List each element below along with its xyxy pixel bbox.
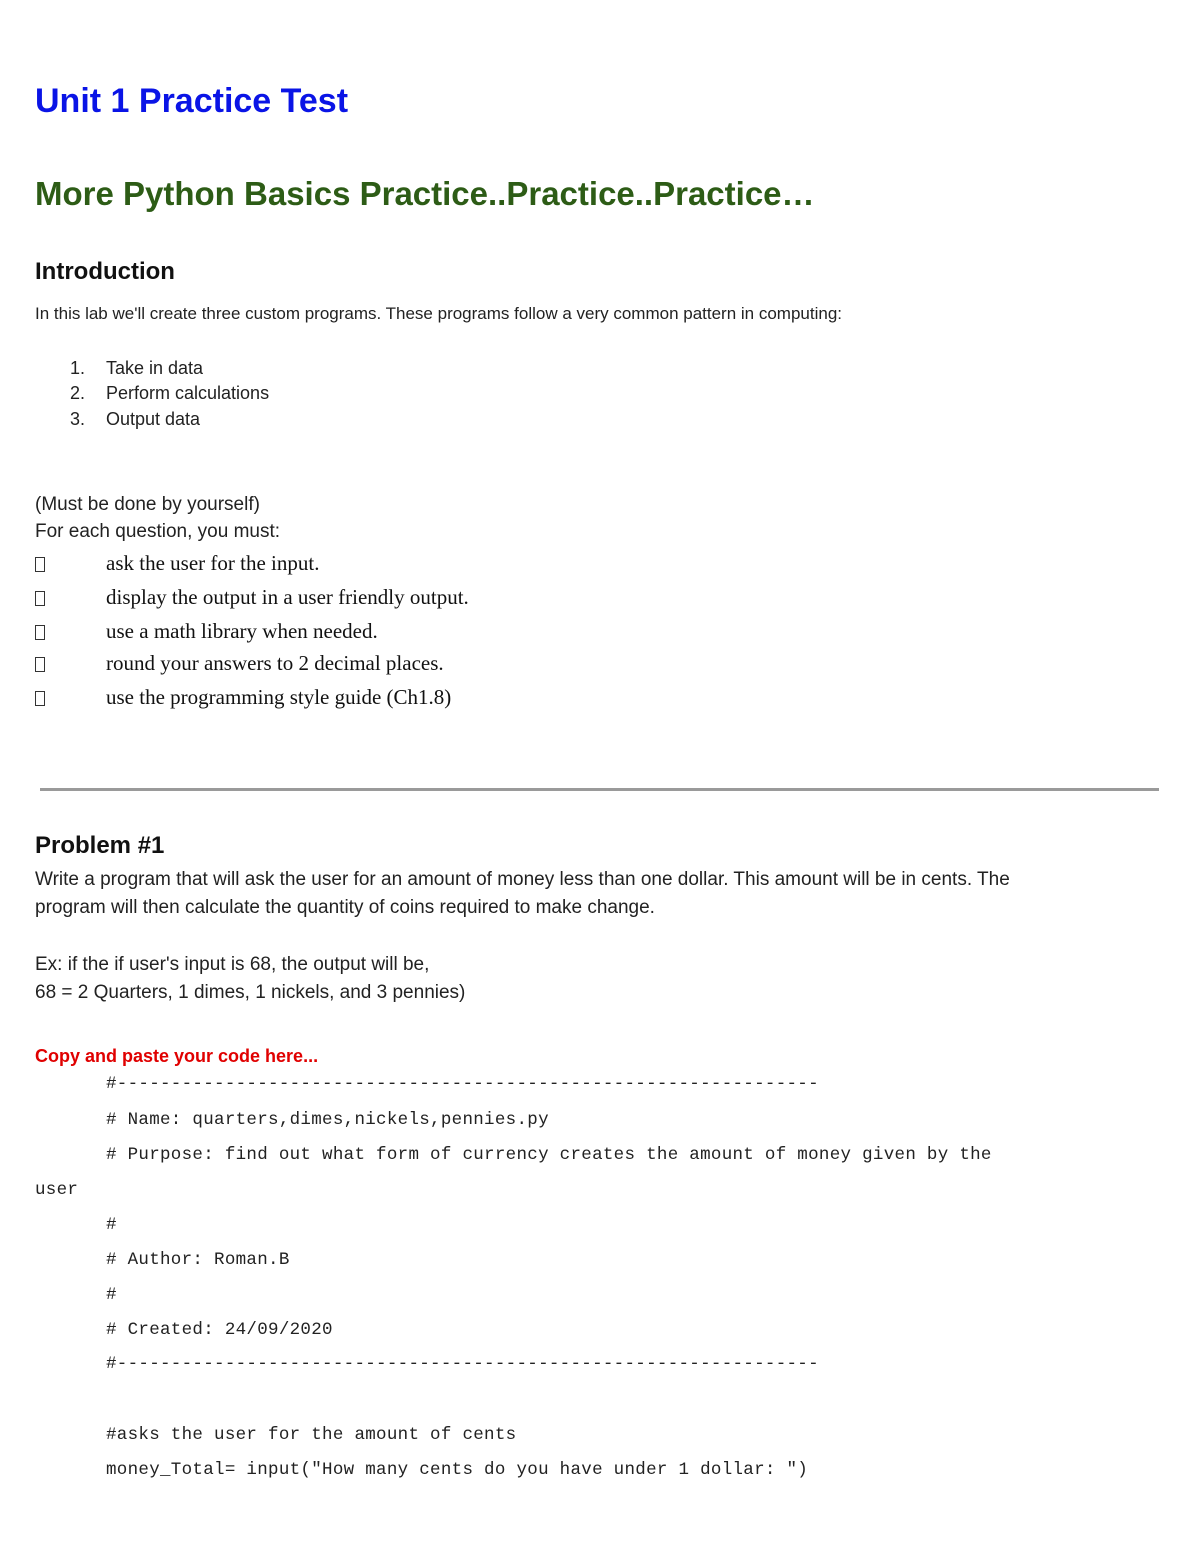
code-line: # Name: quarters,dimes,nickels,pennies.py — [106, 1110, 549, 1130]
list-number: 1. — [70, 358, 86, 378]
problem-heading: Problem #1 — [35, 832, 165, 859]
code-line: # Author: Roman.B — [106, 1250, 290, 1270]
code-line: # Purpose: find out what form of currency creates the amount of money given by the — [106, 1145, 992, 1165]
example-line: 68 = 2 Quarters, 1 dimes, 1 nickels, and 3 pennies) — [35, 982, 466, 1003]
bullet-icon — [35, 625, 45, 640]
list-text: Take in data — [106, 358, 204, 378]
introduction-heading: Introduction — [35, 258, 175, 285]
note-text: (Must be done by yourself) — [35, 494, 260, 515]
page-subtitle: More Python Basics Practice..Practice..Practice… — [35, 175, 815, 212]
bullet-icon — [35, 557, 45, 572]
problem-description-line: program will then calculate the quantity of coins required to make change. — [35, 897, 655, 918]
list-item — [0, 358, 400, 382]
requirements-label: For each question, you must: — [35, 521, 281, 542]
requirement-text: use a math library when needed. — [106, 619, 378, 643]
list-item — [0, 409, 400, 433]
list-text: Output data — [106, 409, 201, 429]
code-line: # Created: 24/09/2020 — [106, 1320, 333, 1340]
code-line: #----------------------------------------------------------------- — [106, 1074, 819, 1094]
code-line: # — [106, 1285, 117, 1305]
copy-code-label: Copy and paste your code here... — [35, 1046, 319, 1066]
requirement-text: use the programming style guide (Ch1.8) — [106, 685, 452, 709]
bullet-icon — [35, 691, 45, 706]
problem-description-line: Write a program that will ask the user for an amount of money less than one dollar. This amount will be in cents. The — [35, 869, 1010, 890]
code-line: user — [35, 1180, 79, 1200]
list-number: 3. — [70, 409, 86, 429]
code-line: #asks the user for the amount of cents — [106, 1425, 517, 1445]
example-line: Ex: if the if user's input is 68, the output will be, — [35, 954, 430, 975]
section-divider — [40, 788, 1159, 791]
list-text: Perform calculations — [106, 383, 270, 403]
code-line: #----------------------------------------------------------------- — [106, 1354, 819, 1374]
list-number: 2. — [70, 383, 86, 403]
introduction-paragraph: In this lab we'll create three custom programs. These programs follow a very common pattern in computing: — [35, 304, 843, 323]
code-line: money_Total= input("How many cents do you have under 1 dollar: ") — [106, 1460, 809, 1480]
page-title: Unit 1 Practice Test — [35, 82, 349, 120]
requirement-text: ask the user for the input. — [106, 551, 320, 575]
bullet-icon — [35, 657, 45, 672]
code-line: # — [106, 1215, 117, 1235]
bullet-icon — [35, 591, 45, 606]
requirement-text: display the output in a user friendly output. — [106, 585, 469, 609]
list-item — [0, 383, 400, 407]
requirement-text: round your answers to 2 decimal places. — [106, 651, 444, 675]
